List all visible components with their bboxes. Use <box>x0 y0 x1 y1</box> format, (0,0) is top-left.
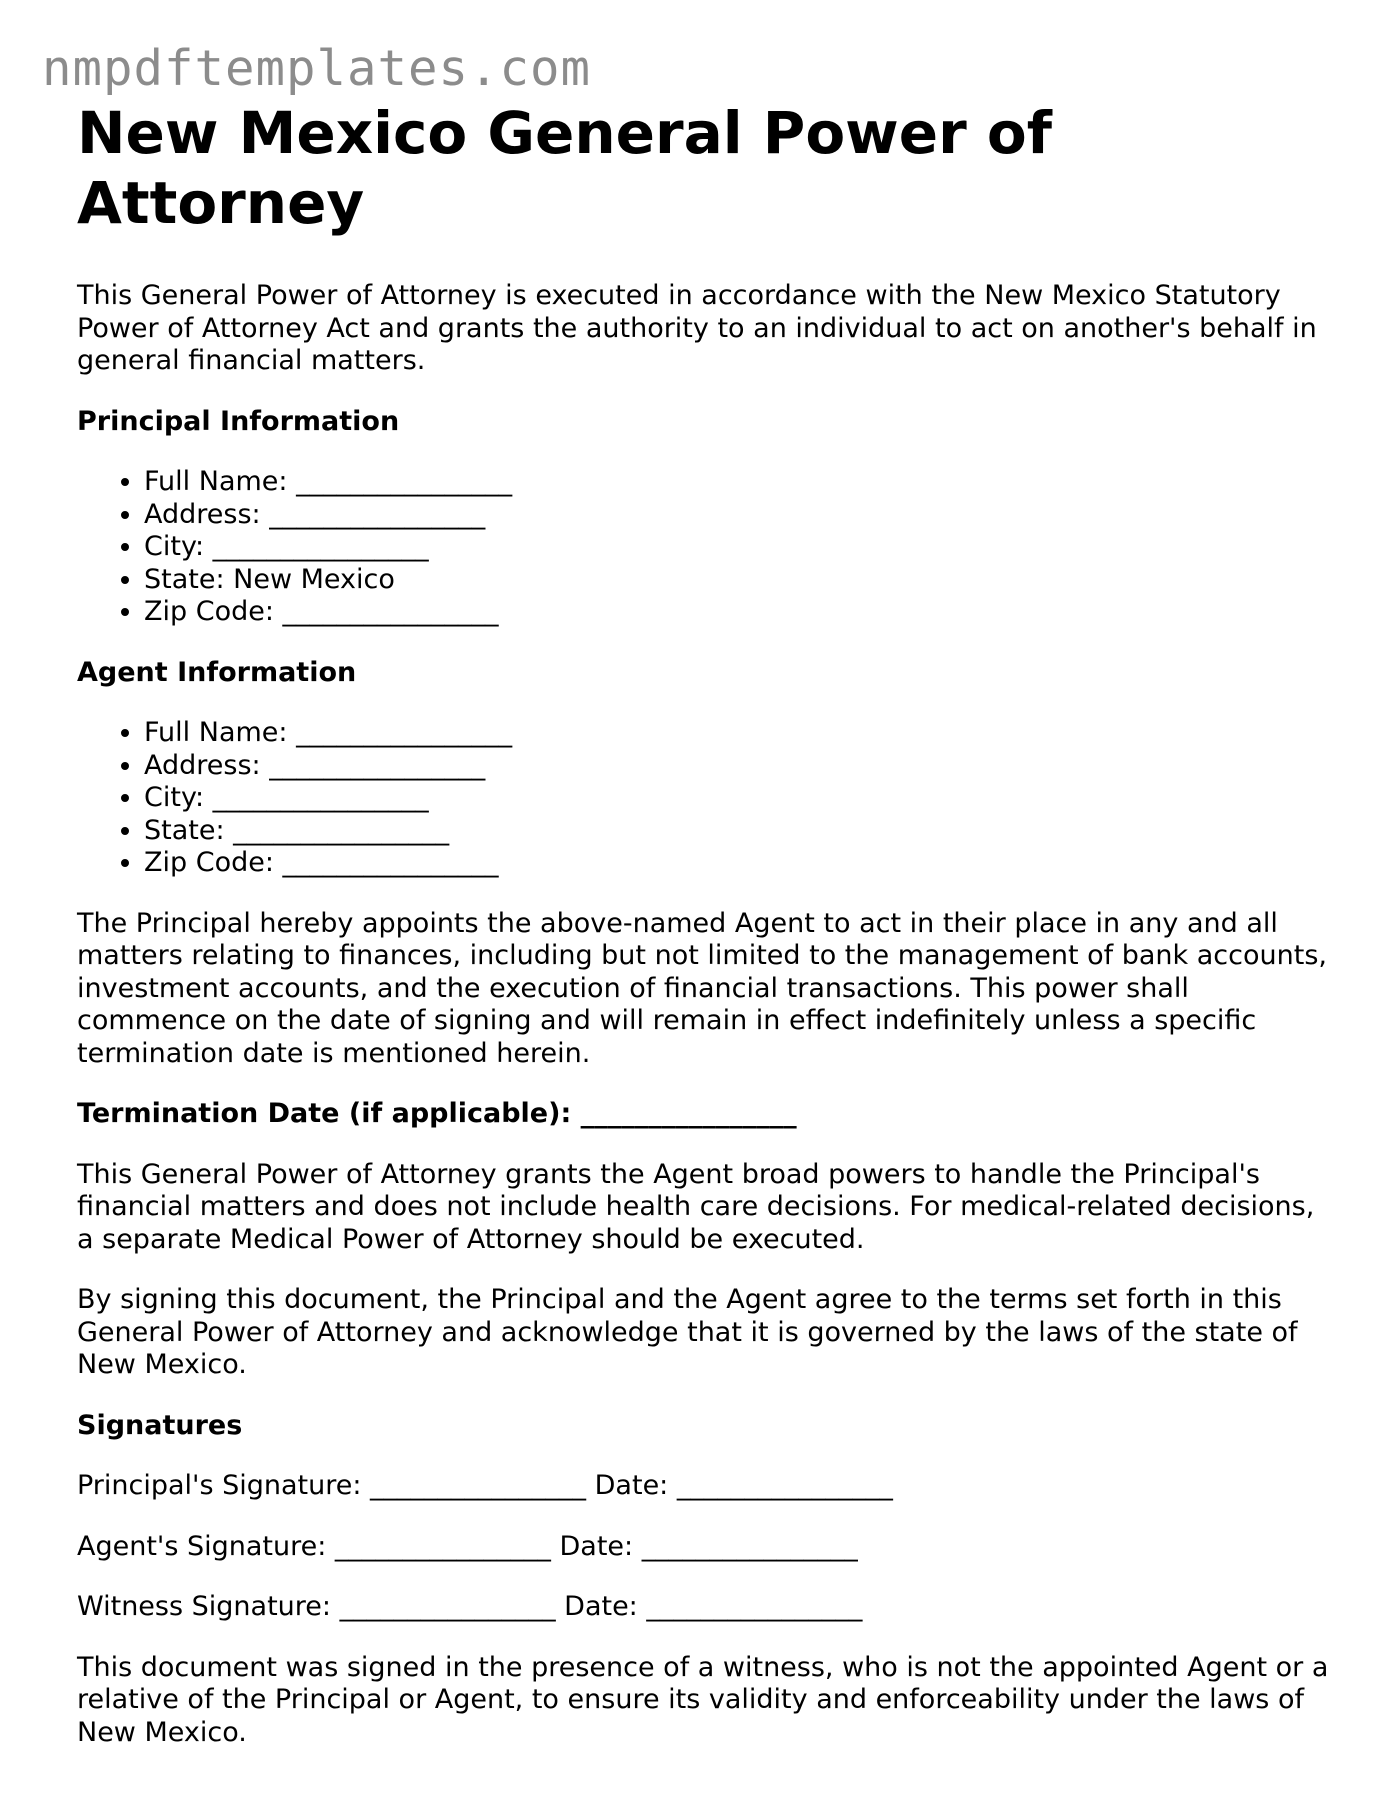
document-page <box>77 98 1337 1749</box>
closing-paragraph: This document was signed in the presence of a witness, who is not the appointed Agent or a relative of the Principal or Agent, to ensure its validity and enforceability under the laws of New Mexico. <box>77 1651 1329 1748</box>
agent-heading: Agent Information <box>77 656 357 688</box>
document-title: New Mexico General Power of Attorney <box>77 99 1052 237</box>
agent-address-field[interactable]: • Address: ________________ <box>144 750 1337 783</box>
witness-signature-line[interactable]: Witness Signature: ________________ Date: ________________ <box>77 1591 863 1622</box>
principal-signature-line[interactable]: Principal's Signature: ________________ Date: ________________ <box>77 1470 893 1501</box>
termination-date-field[interactable]: Termination Date (if applicable): ________________ <box>77 1098 797 1129</box>
agreement-paragraph: By signing this document, the Principal and the Agent agree to the terms set forth in this General Power of Attorney and acknowledge that it is governed by the laws of the state of New Mexico. <box>77 1284 1298 1380</box>
principal-address-field[interactable]: • Address: ________________ <box>144 499 1337 532</box>
agent-zip-field[interactable]: • Zip Code: ________________ <box>144 847 1337 880</box>
agent-field-list <box>77 717 1337 880</box>
scope-paragraph: This General Power of Attorney grants the Agent broad powers to handle the Principal's financial matters and does not include health care decisions. For medical-related decisions, a separate Medical Power of Attorney should be executed. <box>77 1158 1315 1255</box>
principal-heading: Principal Information <box>77 405 400 437</box>
agent-state-field[interactable]: • State: ________________ <box>144 815 1337 848</box>
principal-state-field: • State: New Mexico <box>144 564 1337 597</box>
principal-full-name-field[interactable]: • Full Name: ________________ <box>144 466 1337 499</box>
principal-field-list <box>77 466 1337 629</box>
signatures-heading: Signatures <box>77 1409 243 1441</box>
agent-full-name-field[interactable]: • Full Name: ________________ <box>144 717 1337 750</box>
agent-signature-line[interactable]: Agent's Signature: ________________ Date: ________________ <box>77 1530 858 1562</box>
watermark: nmpdftemplates.com <box>42 40 592 97</box>
principal-city-field[interactable]: • City: ________________ <box>144 531 1337 564</box>
principal-zip-field[interactable]: • Zip Code: ________________ <box>144 596 1337 629</box>
appointment-paragraph: The Principal hereby appoints the above-named Agent to act in their place in any and all matters relating to finances, including but not limited to the management of bank accounts, investment accounts, and the execution of financial transactions. This power shall commence on the date of signing and will remain in effect indefinitely unless a specific termination date is mentioned herein. <box>77 907 1327 1069</box>
intro-paragraph: This General Power of Attorney is executed in accordance with the New Mexico Statutory Power of Attorney Act and grants the authority to an individual to act on another's behalf in general financial matters. <box>77 280 1317 376</box>
agent-city-field[interactable]: • City: ________________ <box>144 782 1337 815</box>
